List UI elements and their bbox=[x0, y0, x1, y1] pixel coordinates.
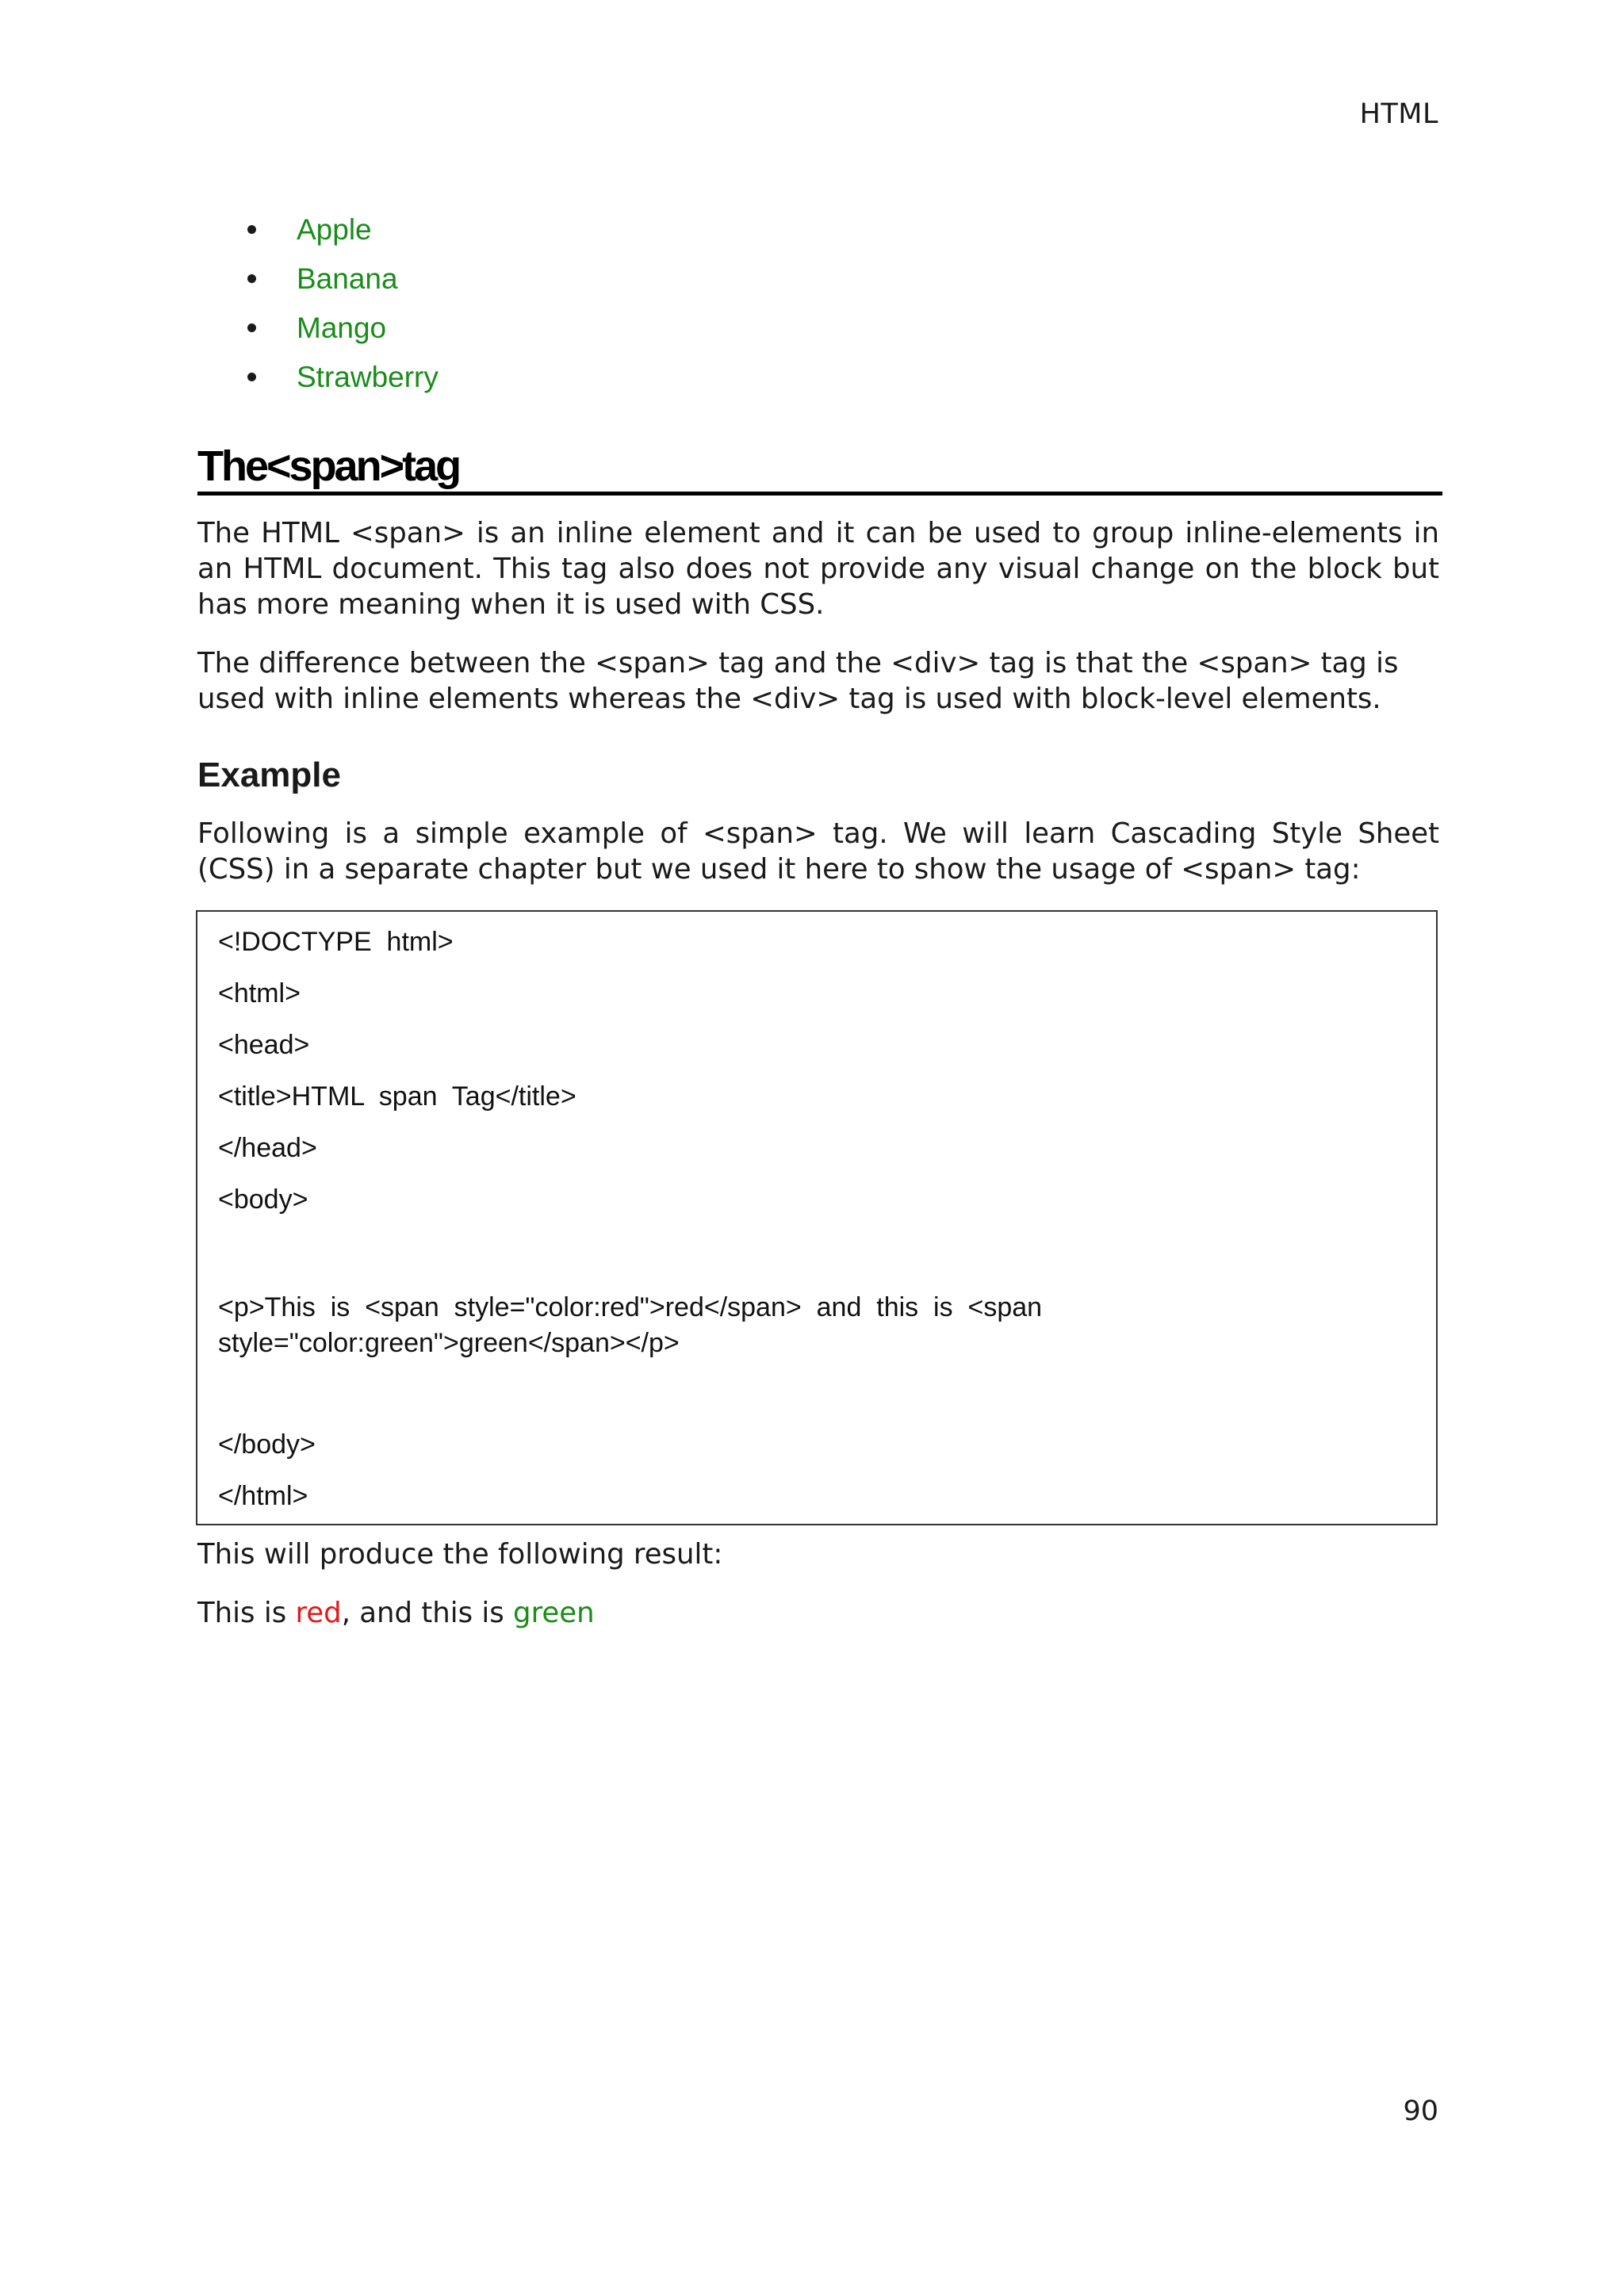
result-middle: , and this is bbox=[341, 1597, 514, 1629]
code-line: <head> bbox=[218, 1030, 310, 1060]
code-line: style="color:green">green</span></p> bbox=[218, 1328, 680, 1358]
result-prefix: This is bbox=[197, 1597, 296, 1629]
list-item-label: Banana bbox=[297, 262, 398, 295]
code-line: <title>HTML span Tag</title> bbox=[218, 1081, 576, 1112]
list-item-label: Strawberry bbox=[297, 361, 439, 393]
rendered-result bbox=[197, 1595, 595, 1631]
result-green-word: green bbox=[513, 1597, 595, 1629]
code-line: </head> bbox=[218, 1133, 317, 1163]
code-line: <!DOCTYPE html> bbox=[218, 927, 454, 957]
bullet-icon bbox=[247, 323, 256, 332]
bullet-icon bbox=[247, 274, 256, 283]
section-heading: The<span>tag bbox=[197, 441, 1442, 496]
list-item-label: Mango bbox=[297, 312, 387, 344]
result-intro: This will produce the following result: bbox=[197, 1538, 723, 1571]
running-header-title: HTML bbox=[1359, 98, 1438, 130]
code-line: <html> bbox=[218, 978, 301, 1008]
list-item bbox=[247, 257, 439, 306]
example-intro-paragraph: Following is a simple example of <span> tag. We will learn Cascading Style Sheet (CSS) in a separate chapter but we used it here to show the usage of <span> tag: bbox=[197, 817, 1439, 886]
example-heading: Example bbox=[197, 756, 341, 794]
bullet-icon bbox=[247, 225, 256, 234]
code-line: <body> bbox=[218, 1184, 308, 1215]
page-number: 90 bbox=[1403, 2095, 1438, 2127]
code-line: </html> bbox=[218, 1481, 308, 1511]
result-red-word: red bbox=[295, 1597, 342, 1629]
code-line: </body> bbox=[218, 1429, 316, 1460]
list-item bbox=[247, 355, 439, 404]
code-line: <p>This is <span style="color:red">red</span> and this is <span bbox=[218, 1292, 1043, 1322]
list-item bbox=[247, 208, 439, 257]
list-item-label: Apple bbox=[297, 213, 372, 246]
bullet-icon bbox=[247, 373, 256, 381]
intro-paragraph: The HTML <span> is an inline element and it can be used to group inline-elements in an HTML document. This tag also does not provide any visual change on the block but has more meaning when it is used with CSS. bbox=[197, 517, 1439, 621]
difference-paragraph: The difference between the <span> tag and the <div> tag is that the <span> tag is used with inline elements whereas the <div> tag is used with block-level elements. bbox=[197, 647, 1399, 715]
fruit-list bbox=[247, 208, 439, 404]
code-example-box bbox=[196, 910, 1438, 1525]
list-item bbox=[247, 306, 439, 355]
